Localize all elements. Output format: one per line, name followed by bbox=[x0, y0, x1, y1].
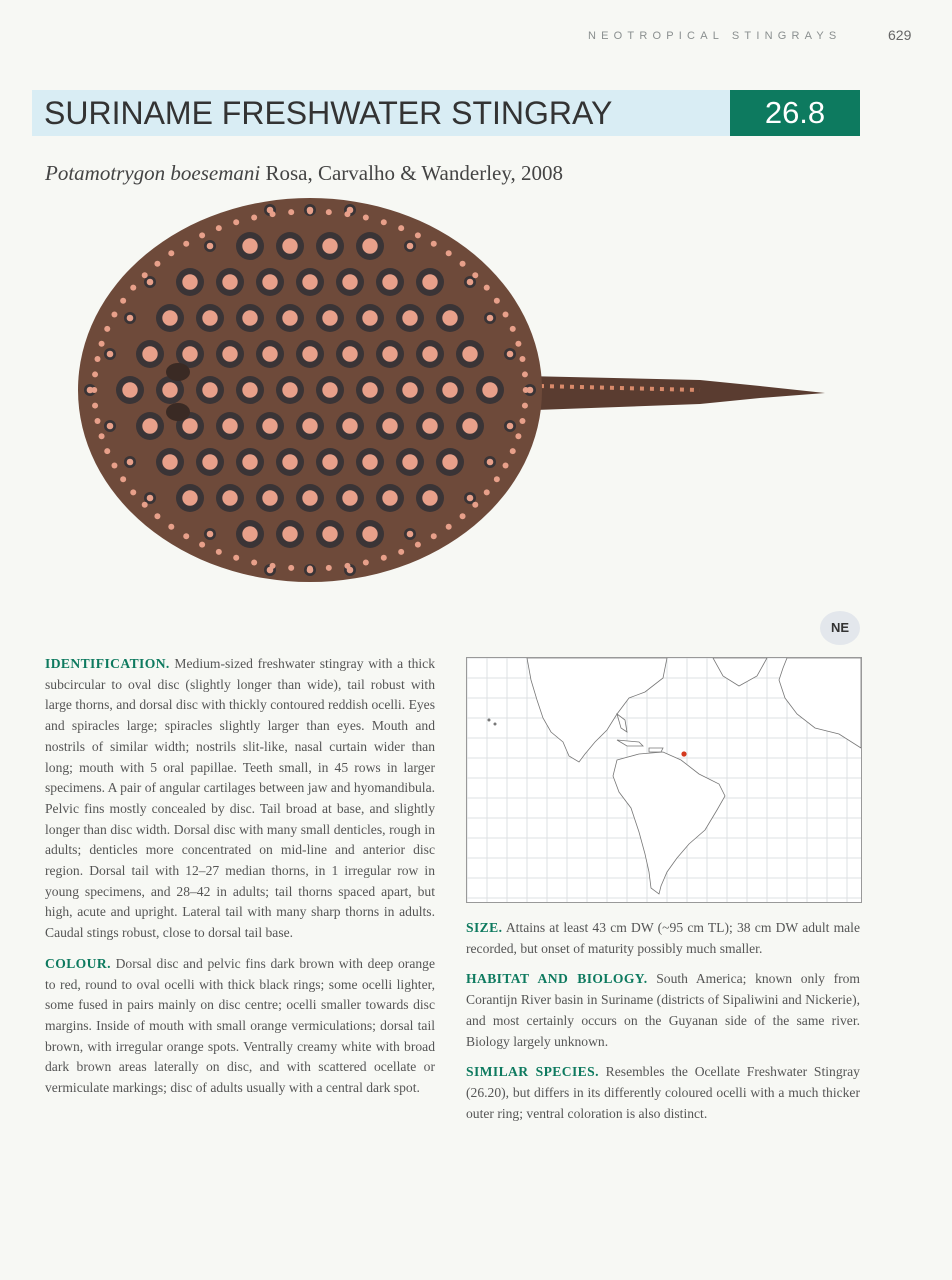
ocellus-spot bbox=[482, 382, 497, 397]
margin-dot bbox=[510, 326, 516, 332]
margin-dot bbox=[523, 387, 529, 393]
margin-dot bbox=[494, 476, 500, 482]
ocellus-spot bbox=[222, 274, 237, 289]
margin-dot bbox=[344, 563, 350, 569]
species-title: SURINAME FRESHWATER STINGRAY bbox=[44, 95, 613, 131]
ocellus-spot bbox=[302, 346, 317, 361]
size-text: Attains at least 43 cm DW (~95 cm TL); 38 cm DW adult male recorded, but onset of maturity possibly much smaller. bbox=[466, 920, 860, 956]
identification-heading: IDENTIFICATION. bbox=[45, 656, 170, 671]
ocellus-spot bbox=[322, 526, 337, 541]
margin-dot bbox=[398, 549, 404, 555]
ocellus-spot bbox=[207, 243, 214, 250]
ocellus-spot bbox=[122, 382, 137, 397]
margin-dot bbox=[381, 219, 387, 225]
habitat-paragraph bbox=[466, 969, 860, 1052]
margin-dot bbox=[99, 341, 105, 347]
ocellus-spot bbox=[462, 346, 477, 361]
margin-dot bbox=[111, 312, 117, 318]
margin-dot bbox=[216, 225, 222, 231]
margin-dot bbox=[484, 489, 490, 495]
margin-dot bbox=[142, 272, 148, 278]
ocellus-spot bbox=[342, 418, 357, 433]
range-marker bbox=[681, 751, 686, 756]
margin-dot bbox=[363, 559, 369, 565]
margin-dot bbox=[307, 208, 313, 214]
ocellus-spot bbox=[142, 418, 157, 433]
margin-dot bbox=[120, 476, 126, 482]
colour-paragraph bbox=[45, 954, 435, 1099]
ocellus-spot bbox=[322, 454, 337, 469]
ocellus-spot bbox=[127, 459, 134, 466]
ocellus-spot bbox=[242, 238, 257, 253]
ocellus-spot bbox=[362, 238, 377, 253]
ocellus-spot bbox=[362, 526, 377, 541]
ocellus-spot bbox=[182, 274, 197, 289]
species-number-box: 26.8 bbox=[730, 90, 860, 136]
margin-dot bbox=[460, 261, 466, 267]
ocellus-spot bbox=[202, 454, 217, 469]
similar-heading: SIMILAR SPECIES. bbox=[466, 1064, 599, 1080]
ocellus-spot bbox=[302, 490, 317, 505]
margin-dot bbox=[91, 387, 97, 393]
ocellus-spot bbox=[422, 274, 437, 289]
ocellus-spot bbox=[107, 423, 114, 430]
ocellus-spot bbox=[507, 351, 514, 358]
ocellus-spot bbox=[242, 454, 257, 469]
ocellus-spot bbox=[262, 274, 277, 289]
south-america-land bbox=[613, 752, 725, 894]
ocellus-spot bbox=[422, 490, 437, 505]
ocellus-spot bbox=[382, 274, 397, 289]
margin-dot bbox=[233, 219, 239, 225]
ray-eye bbox=[166, 403, 190, 421]
ocellus-spot bbox=[342, 274, 357, 289]
margin-dot bbox=[446, 524, 452, 530]
margin-dot bbox=[398, 225, 404, 231]
ocellus-spot bbox=[182, 490, 197, 505]
margin-dot bbox=[92, 403, 98, 409]
ocellus-spot bbox=[322, 310, 337, 325]
margin-dot bbox=[233, 555, 239, 561]
genus-species: Potamotrygon boesemani bbox=[45, 161, 261, 185]
ocellus-spot bbox=[162, 310, 177, 325]
ocellus-spot bbox=[342, 490, 357, 505]
ocellus-spot bbox=[362, 310, 377, 325]
ocellus-spot bbox=[442, 310, 457, 325]
ocellus-spot bbox=[142, 346, 157, 361]
ocellus-spot bbox=[162, 454, 177, 469]
margin-dot bbox=[92, 371, 98, 377]
ocellus-spot bbox=[302, 274, 317, 289]
ocellus-spot bbox=[147, 279, 154, 286]
ocellus-spot bbox=[402, 310, 417, 325]
margin-dot bbox=[183, 241, 189, 247]
ocellus-spot bbox=[282, 310, 297, 325]
right-column bbox=[466, 918, 860, 1134]
ocellus-spot bbox=[487, 459, 494, 466]
ocellus-spot bbox=[362, 454, 377, 469]
margin-dot bbox=[130, 489, 136, 495]
colour-text: Dorsal disc and pelvic fins dark brown with deep orange to red, round to oval ocelli with thick black rings; some ocelli lighter, some fused in pairs mainly on disc centre; ocelli smaller towards disc margins. Inside of mouth with small orange vermiculations; dorsal tail brown, with irregular orange spots. Ventrally creamy white with broad dark brown areas laterally on disc, and with scattered ocellate or vermiculate markings; disc of adults usually with a central dark spot. bbox=[45, 955, 435, 1096]
ocellus-spot bbox=[487, 315, 494, 322]
ocellus-spot bbox=[262, 418, 277, 433]
ocellus-spot bbox=[342, 346, 357, 361]
ocellus-spot bbox=[322, 238, 337, 253]
margin-dot bbox=[104, 448, 110, 454]
size-paragraph bbox=[466, 918, 860, 959]
ocellus-spot bbox=[282, 526, 297, 541]
margin-dot bbox=[104, 326, 110, 332]
ocellus-spot bbox=[362, 382, 377, 397]
margin-dot bbox=[120, 298, 126, 304]
ocellus-spot bbox=[382, 418, 397, 433]
margin-dot bbox=[251, 215, 257, 221]
margin-dot bbox=[95, 418, 101, 424]
ocellus-spot bbox=[202, 382, 217, 397]
ocellus-spot bbox=[242, 526, 257, 541]
ocellus-spot bbox=[507, 423, 514, 430]
margin-dot bbox=[519, 418, 525, 424]
margin-dot bbox=[515, 341, 521, 347]
ocellus-spot bbox=[407, 531, 414, 538]
ocellus-spot bbox=[282, 382, 297, 397]
margin-dot bbox=[142, 502, 148, 508]
ocellus-spot bbox=[422, 418, 437, 433]
ocellus-spot bbox=[467, 495, 474, 502]
margin-dot bbox=[381, 555, 387, 561]
ray-disc bbox=[78, 198, 542, 582]
margin-dot bbox=[251, 559, 257, 565]
ocellus-spot bbox=[207, 531, 214, 538]
margin-dot bbox=[522, 371, 528, 377]
ocellus-spot bbox=[422, 346, 437, 361]
ocellus-spot bbox=[242, 310, 257, 325]
margin-dot bbox=[270, 563, 276, 569]
margin-dot bbox=[431, 533, 437, 539]
habitat-heading: HABITAT AND BIOLOGY. bbox=[466, 971, 648, 987]
margin-dot bbox=[199, 542, 205, 548]
margin-dot bbox=[326, 565, 332, 571]
margin-dot bbox=[199, 232, 205, 238]
ocellus-spot bbox=[107, 351, 114, 358]
distribution-map bbox=[466, 657, 862, 903]
margin-dot bbox=[270, 211, 276, 217]
ocellus-spot bbox=[222, 490, 237, 505]
ocellus-spot bbox=[242, 382, 257, 397]
margin-dot bbox=[344, 211, 350, 217]
ocellus-spot bbox=[442, 382, 457, 397]
margin-dot bbox=[494, 298, 500, 304]
margin-dot bbox=[472, 502, 478, 508]
margin-dot bbox=[154, 261, 160, 267]
margin-dot bbox=[130, 285, 136, 291]
ocellus-spot bbox=[462, 418, 477, 433]
margin-dot bbox=[503, 312, 509, 318]
ocellus-spot bbox=[467, 279, 474, 286]
margin-dot bbox=[510, 448, 516, 454]
left-column bbox=[45, 654, 435, 1109]
ocellus-spot bbox=[442, 454, 457, 469]
margin-dot bbox=[415, 232, 421, 238]
ocellus-spot bbox=[282, 238, 297, 253]
ocellus-spot bbox=[382, 346, 397, 361]
identification-paragraph bbox=[45, 654, 435, 944]
margin-dot bbox=[515, 433, 521, 439]
margin-dot bbox=[183, 533, 189, 539]
ray-eye bbox=[166, 363, 190, 381]
margin-dot bbox=[154, 513, 160, 519]
ocellus-spot bbox=[182, 346, 197, 361]
stingray-illustration bbox=[60, 190, 840, 610]
margin-dot bbox=[168, 250, 174, 256]
authority: Rosa, Carvalho & Wanderley, 2008 bbox=[260, 161, 563, 185]
ocellus-spot bbox=[222, 346, 237, 361]
margin-dot bbox=[460, 513, 466, 519]
ocellus-spot bbox=[302, 418, 317, 433]
ocellus-spot bbox=[382, 490, 397, 505]
margin-dot bbox=[472, 272, 478, 278]
margin-dot bbox=[216, 549, 222, 555]
ocellus-spot bbox=[127, 315, 134, 322]
margin-dot bbox=[326, 209, 332, 215]
ocellus-spot bbox=[147, 495, 154, 502]
colour-heading: COLOUR. bbox=[45, 955, 111, 971]
margin-dot bbox=[415, 542, 421, 548]
similar-paragraph bbox=[466, 1062, 860, 1124]
scientific-name bbox=[45, 161, 563, 186]
ocellus-spot bbox=[202, 310, 217, 325]
ocellus-spot bbox=[162, 382, 177, 397]
ocellus-spot bbox=[407, 243, 414, 250]
margin-dot bbox=[484, 285, 490, 291]
running-head: NEOTROPICAL STINGRAYS bbox=[588, 30, 842, 42]
threat-status-badge: NE bbox=[820, 611, 860, 645]
identification-text: Medium-sized freshwater stingray with a thick subcircular to oval disc (slightly longer than wide), tail robust with large thorns, and dorsal disc with thickly contoured reddish ocelli. Eyes and spiracles large; spiracles slightly larger than eyes. Mouth and nostrils of similar width; nostrils slit-like, nasal curtain wider than long; mouth with 5 oral papillae. Teeth small, in 45 rows in larger specimens. A pair of angular cartilages between jaw and hyomandibula. Pelvic fins mostly concealed by disc. Tail broad at base, and slightly longer than disc width. Dorsal disc with many small denticles, rough in adults; denticles more concentrated on mid-line and anterior disc region. Dorsal tail with 12–27 median thorns, in 1 irregular row in young specimens, and 28–42 in adults; tail thorns spaced apart, but high, acute and upright. Lateral tail with many sharp thorns in adults. Caudal stings robust, close to dorsal tail base. bbox=[45, 656, 435, 941]
ocellus-spot bbox=[182, 418, 197, 433]
margin-dot bbox=[168, 524, 174, 530]
north-america-land bbox=[527, 658, 667, 762]
margin-dot bbox=[503, 462, 509, 468]
margin-dot bbox=[111, 462, 117, 468]
ocellus-spot bbox=[282, 454, 297, 469]
margin-dot bbox=[288, 209, 294, 215]
ocellus-spot bbox=[322, 382, 337, 397]
habitat-text: South America; known only from Corantijn River basin in Suriname (districts of Sipaliwini and Nickerie), and most certainly occurs on the Guyanan side of the same river. Biology largely unknown. bbox=[466, 971, 860, 1049]
margin-dot bbox=[288, 565, 294, 571]
page-number: 629 bbox=[888, 27, 912, 43]
margin-dot bbox=[99, 433, 105, 439]
similar-text: Resembles the Ocellate Freshwater Stingray (26.20), but differs in its differently coloured ocelli with a much thicker outer ring; ventral coloration is also distinct. bbox=[466, 1064, 860, 1121]
margin-dot bbox=[307, 566, 313, 572]
size-heading: SIZE. bbox=[466, 920, 503, 935]
ocellus-spot bbox=[402, 382, 417, 397]
margin-dot bbox=[522, 403, 528, 409]
margin-dot bbox=[95, 356, 101, 362]
margin-dot bbox=[363, 215, 369, 221]
ocellus-spot bbox=[262, 490, 277, 505]
ocellus-spot bbox=[222, 418, 237, 433]
margin-dot bbox=[446, 250, 452, 256]
africa-europe-land bbox=[779, 658, 861, 748]
margin-dot bbox=[431, 241, 437, 247]
ocellus-spot bbox=[402, 454, 417, 469]
ocellus-spot bbox=[262, 346, 277, 361]
margin-dot bbox=[519, 356, 525, 362]
